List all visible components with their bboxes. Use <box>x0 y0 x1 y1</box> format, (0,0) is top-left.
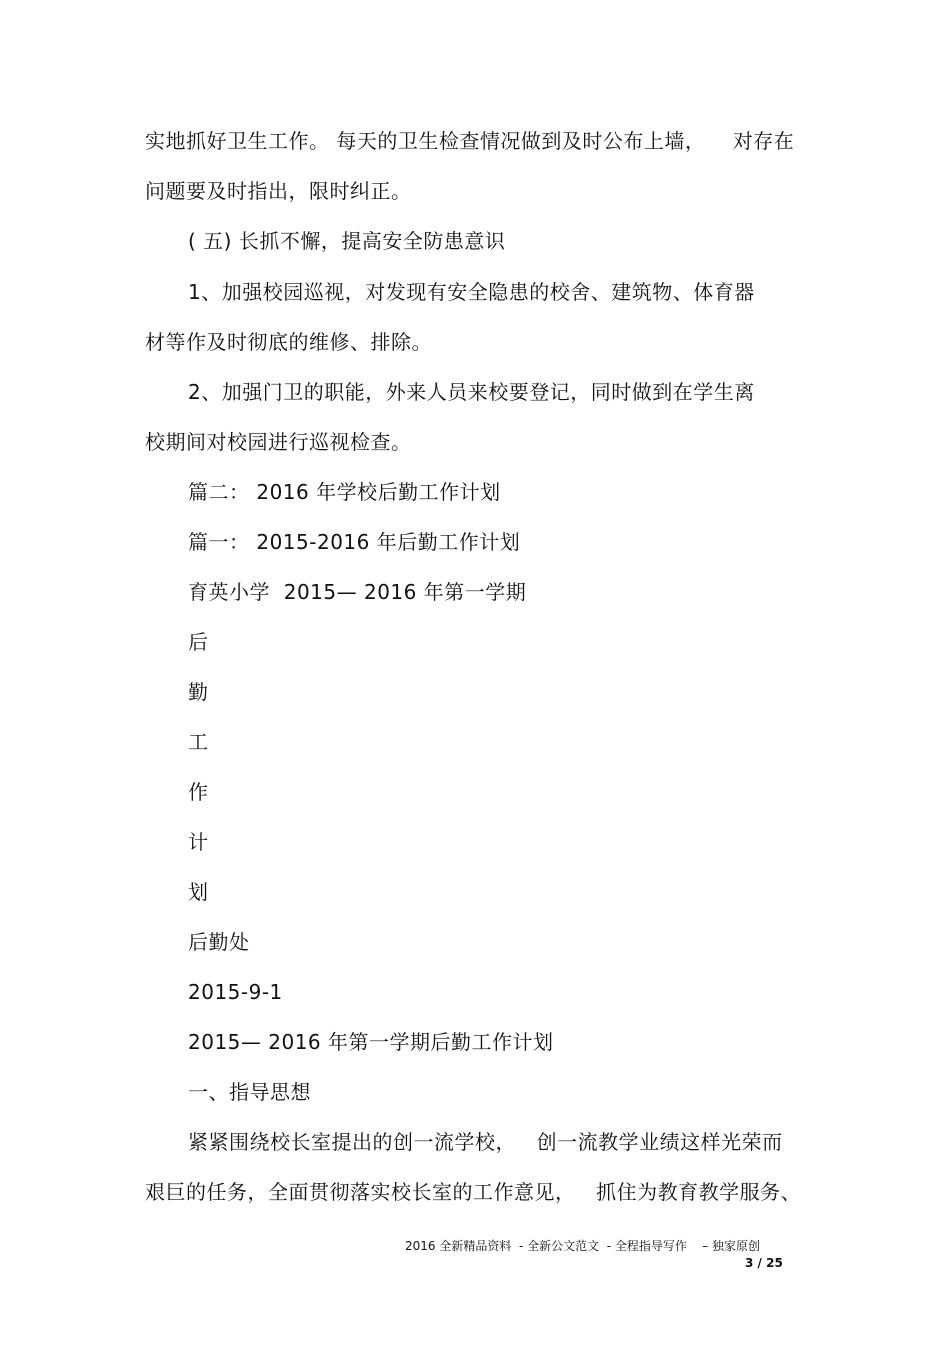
school-term-line: 育英小学 2015— 2016 年第一学期 <box>188 580 527 604</box>
body-line-21: 紧紧围绕校长室提出的创一流学校， 创一流教学业绩这样光荣而 <box>188 1130 783 1154</box>
vertical-title-char-4: 作 <box>188 780 209 804</box>
department-line: 后勤处 <box>188 930 250 954</box>
body-line-22: 艰巨的任务，全面贯彻落实校长室的工作意见， 抓住为教育教学服务、 <box>145 1180 802 1204</box>
page-number: 3 / 25 <box>745 1256 783 1270</box>
date-line: 2015-9-1 <box>188 980 283 1004</box>
section-heading-5: ( 五) 长抓不懈，提高安全防患意识 <box>188 229 506 253</box>
body-line-2: 问题要及时指出，限时纠正。 <box>145 179 412 203</box>
body-line-6: 2、加强门卫的职能，外来人员来校要登记，同时做到在学生离 <box>188 380 755 404</box>
vertical-title-char-3: 工 <box>188 730 209 754</box>
plan-title-line: 2015— 2016 年第一学期后勤工作计划 <box>188 1030 554 1054</box>
vertical-title-char-1: 后 <box>188 630 209 654</box>
footer-text: 2016 全新精品资料 - 全新公文范文 - 全程指导写作 – 独家原创 <box>405 1239 760 1253</box>
vertical-title-char-2: 勤 <box>188 680 209 704</box>
body-line-7: 校期间对校园进行巡视检查。 <box>145 430 412 454</box>
chapter-heading-2: 篇二： 2016 年学校后勤工作计划 <box>188 480 501 504</box>
chapter-heading-1: 篇一： 2015-2016 年后勤工作计划 <box>188 530 521 554</box>
body-line-5: 材等作及时彻底的维修、排除。 <box>145 330 432 354</box>
body-line-1: 实地抓好卫生工作。 每天的卫生检查情况做到及时公布上墙， 对存在 <box>145 129 795 153</box>
section-heading-guiding: 一、指导思想 <box>188 1080 311 1104</box>
vertical-title-char-5: 计 <box>188 830 209 854</box>
body-line-4: 1、加强校园巡视，对发现有安全隐患的校舍、建筑物、体育器 <box>188 280 755 304</box>
vertical-title-char-6: 划 <box>188 880 209 904</box>
